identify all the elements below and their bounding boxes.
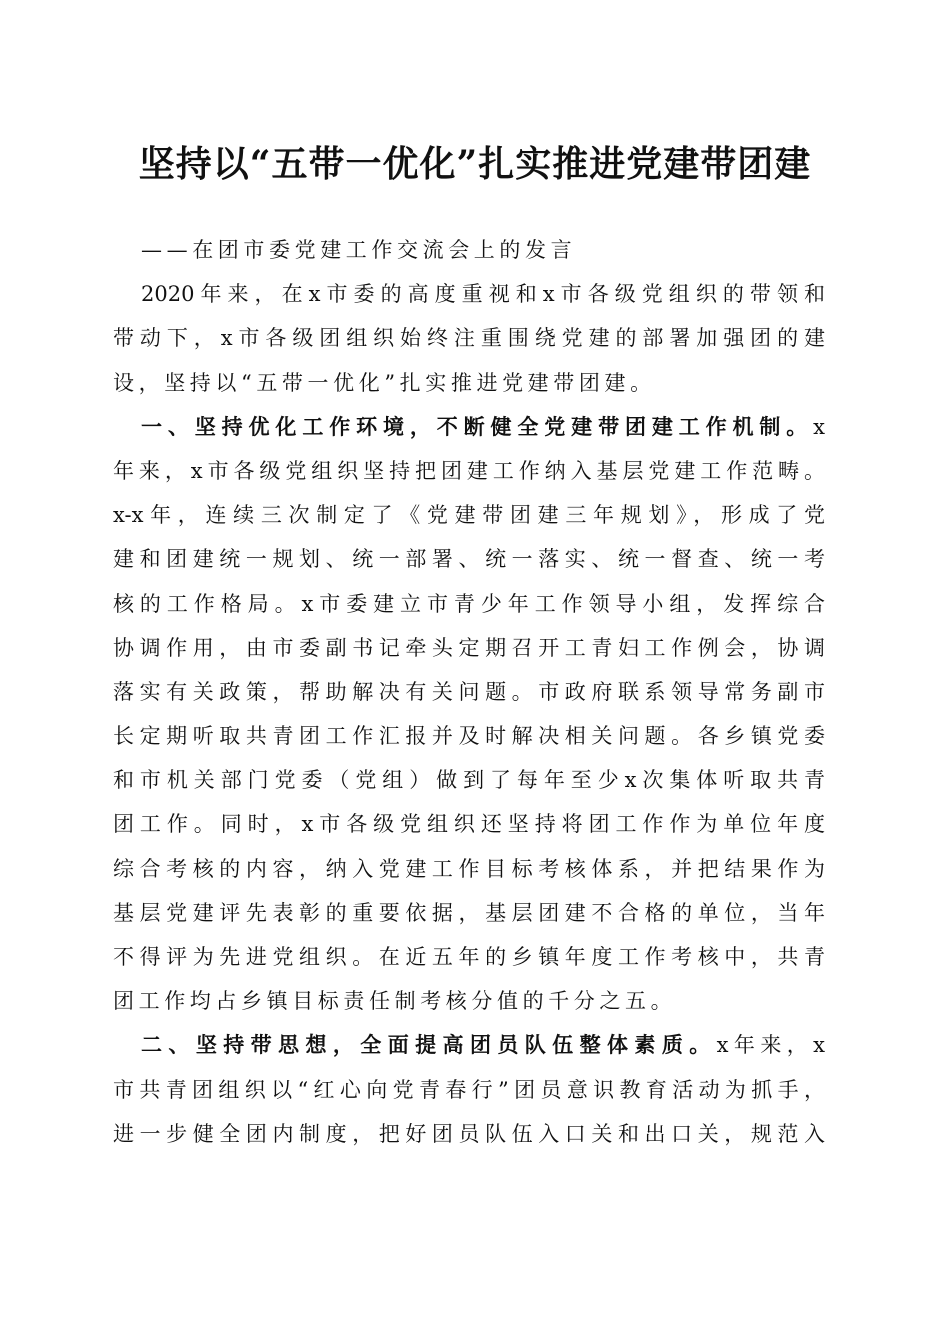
paragraph-text: x年来，x [716, 1033, 826, 1058]
paragraph-line: 协调作用，由市委副书记牵头定期召开工青妇工作例会，协调 [113, 635, 825, 660]
document-title: 坚持以“五带一优化”扎实推进党建带团建 [138, 143, 812, 185]
paragraph-line: 基层党建评先表彰的重要依据，基层团建不合格的单位，当年 [113, 900, 825, 925]
paragraph-line: 建和团建统一规划、统一部署、统一落实、统一督查、统一考 [113, 547, 825, 572]
paragraph-line: 团工作均占乡镇目标责任制考核分值的千分之五。 [113, 989, 677, 1014]
paragraph-line: 和市机关部门党委（党组）做到了每年至少x次集体听取共青 [113, 768, 825, 793]
paragraph-line: 带动下，x市各级团组织始终注重围绕党建的部署加强团的建 [113, 326, 825, 351]
paragraph-line: 综合考核的内容，纳入党建工作目标考核体系，并把结果作为 [113, 856, 825, 881]
document-body [113, 228, 825, 1156]
paragraph-line: 2020年来，在x市委的高度重视和x市各级党组织的带领和 [141, 282, 825, 307]
paragraph-line: 长定期听取共青团工作汇报并及时解决相关问题。各乡镇党委 [113, 724, 825, 749]
paragraph-line: 年来，x市各级党组织坚持把团建工作纳入基层党建工作范畴。 [113, 458, 825, 483]
section-heading-line [113, 1023, 825, 1067]
paragraph-line: 不得评为先进党组织。在近五年的乡镇年度工作考核中，共青 [113, 945, 825, 969]
section-heading: 二、坚持带思想，全面提高团员队伍整体素质。 [141, 1033, 717, 1058]
paragraph-line: 进一步健全团内制度，把好团员队伍入口关和出口关，规范入 [113, 1121, 825, 1146]
section-heading-line [113, 405, 825, 449]
paragraph-line: x-x年，连续三次制定了《党建带团建三年规划》，形成了党 [113, 503, 825, 528]
paragraph-text: x [813, 414, 825, 439]
section-heading: 一、坚持优化工作环境，不断健全党建带团建工作机制。 [141, 414, 814, 439]
paragraph-line: 团工作。同时，x市各级党组织还坚持将团工作作为单位年度 [113, 812, 825, 837]
paragraph-line: 落实有关政策，帮助解决有关问题。市政府联系领导常务副市 [113, 679, 825, 704]
paragraph-line: 核的工作格局。x市委建立市青少年工作领导小组，发挥综合 [113, 591, 825, 616]
paragraph-line: 设，坚持以“五带一优化”扎实推进党建带团建。 [113, 370, 656, 395]
paragraph-line: 市共青团组织以“红心向党青春行”团员意识教育活动为抓手， [113, 1077, 825, 1102]
subtitle: ——在团市委党建工作交流会上的发言 [141, 238, 577, 262]
